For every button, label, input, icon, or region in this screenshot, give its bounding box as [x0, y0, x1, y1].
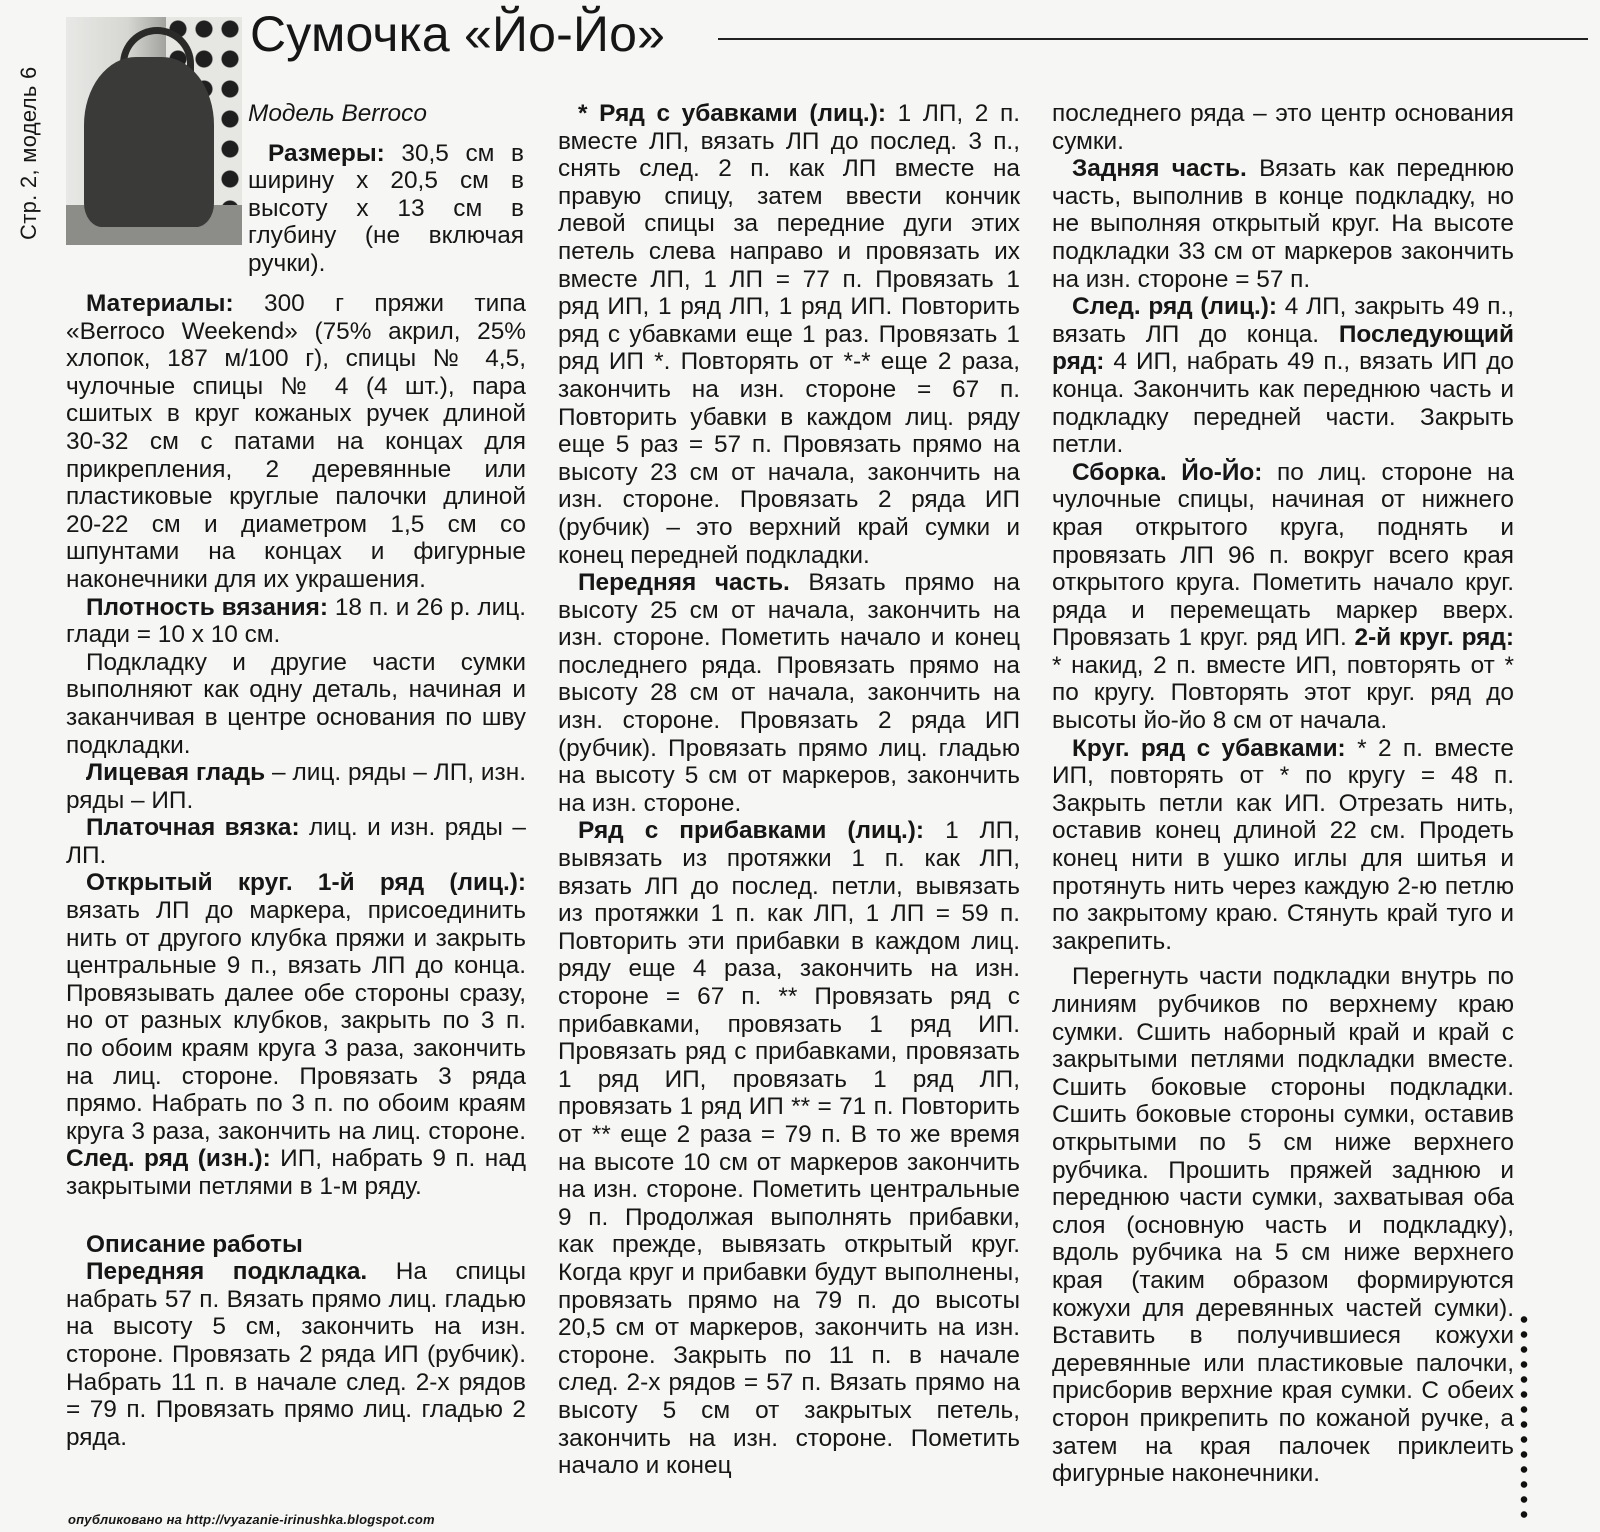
- front-lining-text: На спицы набрать 57 п. Вязать прямо лиц. гладью на высоту 5 см, закончить на изн. стороне. Провязать 2 ряда ИП (рубчик). Набрать 11 п. в начале след. 2-х рядов = 79 п. Провязать прямо лиц. гладью 2 ряда.: [66, 1258, 526, 1451]
- gauge-label: Плотность вязания:: [86, 593, 328, 621]
- assembly-label: Сборка. Йо-Йо:: [1072, 458, 1263, 486]
- next-row-text: ИП, набрать 9 п. над закрытыми петлями в 1-м ряду.: [66, 1145, 526, 1200]
- sizes-text: 30,5 см в ширину х 20,5 см в высоту х 13 см в глубину (не включая ручки).: [248, 139, 524, 277]
- stockinette-label: Лицевая гладь: [86, 759, 266, 787]
- front-lining-paragraph: [66, 1258, 526, 1451]
- following-row-text: 4 ИП, набрать 49 п., вязать ИП до конца. Закончить как переднюю часть и подкладку передней части. Закрыть петли.: [1052, 348, 1514, 459]
- materials-paragraph: [66, 290, 526, 594]
- front-lining-label: Передняя подкладка.: [86, 1258, 368, 1286]
- title-rule: [718, 38, 1588, 40]
- assembly-text: по лиц. стороне на чулочные спицы, начиная от нижнего края открытого круга, поднять и провязать ЛП 96 п. вокруг всего края открытого круга. Пометить начало круг. ряда и перемещать маркер вверх. Провязать 1 круг. ряд ИП.: [1052, 458, 1514, 652]
- front-part-label: Передняя часть.: [578, 569, 790, 597]
- open-circle-text: вязать ЛП до маркера, присоединить нить от другого клубка пряжи и закрыть центральные 9 п., вязать ЛП до конца. Провязывать далее обе стороны сразу, но от разных клубков, закрыть по 3 п. по обоим краям круга 3 раза, закончить на лиц. стороне. Провязать 3 ряда прямо. Набрать по 3 п. по обоим краям круга 3 раза, закончить на лиц. стороне.: [66, 897, 526, 1145]
- front-part-paragraph: [558, 569, 1020, 817]
- sizes-paragraph: [248, 140, 524, 278]
- section-heading: Описание работы: [86, 1230, 303, 1258]
- decrease-row-text: 1 ЛП, 2 п. вместе ЛП, вязать ЛП до послед. 3 п., снять след. 2 п. как ЛП вместе на правую спицу, затем ввести кончик левой спицы за передние дуги этих петель слева направо и провязать их вместе ЛП, 1 ЛП = 77 п. Провязать 1 ряд ИП, 1 ряд ЛП, 1 ряд ИП. Повторить ряд с убавками еще 1 раз. Провязать 1 ряд ИП *. Повторять от *-* еще 2 раза, закончить на изн. стороне = 67 п. Повторить убавки в каждом лиц. ряду еще 5 раз = 57 п. Провязать прямо на высоту 23 см от начала, закончить на изн. стороне. Провязать 2 ряда ИП (рубчик) – это верхний край сумки и конец передней подкладки.: [558, 100, 1020, 569]
- materials-label: Материалы:: [86, 290, 234, 317]
- lining-paragraph: Подкладку и другие части сумки выполняют как одну деталь, начиная и заканчивая в центре основания по шву подкладки.: [66, 648, 526, 759]
- finishing-paragraph: Перегнуть части подкладки внутрь по линиям рубчиков по верхнему краю сумки. Сшить наборный край и край с закрытыми петлями подкладки вместе. Сшить боковые стороны подкладки. Сшить боковые стороны сумки, оставив открытыми по 5 см ниже верхнего рубчика. Прошить пряжей заднюю и переднюю части сумки, захватывая оба слоя (основную часть и подкладку), вдоль рубчика на 5 см ниже верхнего края (таким образом формируются кожухи для деревянных частей сумки). Вставить в получившиеся кожухи деревянные или пластиковые палочки, присборив верхние края сумки. С обеих сторон прикрепить по кожаной ручке, а затем на края палочек приклеить фигурные наконечники.: [1052, 963, 1514, 1488]
- continuation-paragraph: последнего ряда – это центр основания сумки.: [1052, 100, 1514, 155]
- model-credit: Модель Berroco: [248, 100, 427, 127]
- gauge-text: 18 п. и 26 р. лиц. глади = 10 х 10 см.: [66, 593, 526, 649]
- open-circle-label: Открытый круг. 1-й ряд (лиц.):: [86, 869, 526, 897]
- next-row-rs-label: След. ряд (лиц.):: [1072, 293, 1278, 321]
- published-footer: опубликовано на http://vyazanie-irinushka.blogspot.com: [68, 1512, 435, 1527]
- column-3: [1052, 100, 1514, 1488]
- round2-label: 2-й круг. ряд:: [1354, 624, 1514, 652]
- increase-row-label: Ряд с прибавками (лиц.):: [578, 817, 925, 845]
- assembly-paragraph: [1052, 459, 1514, 735]
- front-part-text: Вязать прямо на высоту 25 см от начала, закончить на изн. стороне. Пометить начало и конец последнего ряда. Провязать прямо на высоту 28 см от начала, закончить на изн. стороне. Провязать 2 ряда ИП (рубчик). Провязать прямо лиц. гладью на высоту 5 см от маркеров, закончить на изн. стороне.: [558, 569, 1020, 817]
- next-row-rs-paragraph: [1052, 293, 1514, 459]
- garter-label: Платочная вязка:: [86, 814, 300, 842]
- decrease-round-label: Круг. ряд с убавками:: [1072, 734, 1346, 762]
- decrease-round-paragraph: [1052, 735, 1514, 956]
- round2-text: * накид, 2 п. вместе ИП, повторять от * по кругу. Повторять этот круг. ряд до высоты йо-йо 8 см от начала.: [1052, 651, 1514, 735]
- garter-text: лиц. и изн. ряды – ЛП.: [66, 814, 526, 869]
- sizes-label: Размеры:: [268, 139, 385, 167]
- column-1: [66, 290, 526, 1451]
- back-part-label: Задняя часть.: [1072, 155, 1247, 183]
- decrease-row-label: * Ряд с убавками (лиц.):: [578, 100, 886, 127]
- gauge-paragraph: [66, 594, 526, 649]
- side-label-text: Стр. 2, модель 6: [16, 66, 41, 240]
- materials-text: 300 г пряжи типа «Berroco Weekend» (75% акрил, 25% хлопок, 187 м/100 г), спицы № 4,5, чулочные спицы № 4 (4 шт.), пара сшитых в круг кожаных ручек длиной 30-32 см с патами на концах для прикрепления, 2 деревянные или пластиковые круглые палочки длиной 20-22 см и диаметром 1,5 см со шпунтами на концах и фигурные наконечники для их украшения.: [66, 290, 526, 593]
- column-2: [558, 100, 1020, 1480]
- stockinette-paragraph: [66, 759, 526, 814]
- page-title: Сумочка «Йо-Йо»: [250, 6, 666, 62]
- back-part-text: Вязать как переднюю часть, выполнив в конце подкладку, но не выполняя открытый круг. На высоте подкладки 33 см от маркеров закончить на изн. стороне = 57 п.: [1052, 155, 1515, 293]
- next-row-rs-text: 4 ЛП, закрыть 49 п., вязать ЛП до конца.: [1052, 293, 1514, 348]
- stockinette-text: – лиц. ряды – ЛП, изн. ряды – ИП.: [66, 759, 526, 814]
- back-part-paragraph: [1052, 155, 1514, 293]
- increase-row-paragraph: [558, 817, 1020, 1479]
- garter-paragraph: [66, 814, 526, 869]
- intro-block: [248, 100, 524, 278]
- dotted-rule: [1519, 1312, 1529, 1524]
- open-circle-paragraph: [66, 869, 526, 1200]
- decrease-round-text: * 2 п. вместе ИП, повторять от * по кругу = 48 п. Закрыть петли как ИП. Отрезать нить, оставив конец длиной 22 см. Продеть конец нити в ушко иглы для шитья и протянуть нить через каждую 2-ю петлю по закрытому краю. Стянуть край туго и закрепить.: [1052, 734, 1514, 955]
- next-row-label: След. ряд (изн.):: [66, 1145, 271, 1173]
- following-row-label: Последующий ряд:: [1052, 320, 1514, 376]
- decrease-row-paragraph: [558, 100, 1020, 569]
- increase-row-text: 1 ЛП, вывязать из протяжки 1 п. как ЛП, вязать ЛП до послед. петли, вывязать из протяжки 1 п. как ЛП, 1 ЛП = 59 п. Повторить эти прибавки в каждом лиц. ряду еще 4 раза, закончить на изн. стороне = 67 п. ** Провязать ряд с прибавками, провязать 1 ряд ИП. Провязать ряд с прибавками, провязать 1 ряд ИП, провязать 1 ряд ЛП, провязать 1 ряд ИП ** = 71 п. Повторить от ** еще 2 раза = 79 п. В то же время на высоте 10 см от маркеров закончить на изн. стороне. Пометить центральные 9 п. Продолжая выполнять прибавки, как прежде, вывязать открытый круг. Когда круг и прибавки будут выполнены, провязать прямо на 79 п. до высоты 20,5 см от маркеров, закончить на изн. стороне. Закрыть по 11 п. в начале след. 2-х рядов = 57 п. Вязать прямо на высоту 5 см от закрытых петель, закончить на изн. стороне. Пометить начало и конец: [558, 817, 1020, 1480]
- bag-photo: [66, 17, 242, 245]
